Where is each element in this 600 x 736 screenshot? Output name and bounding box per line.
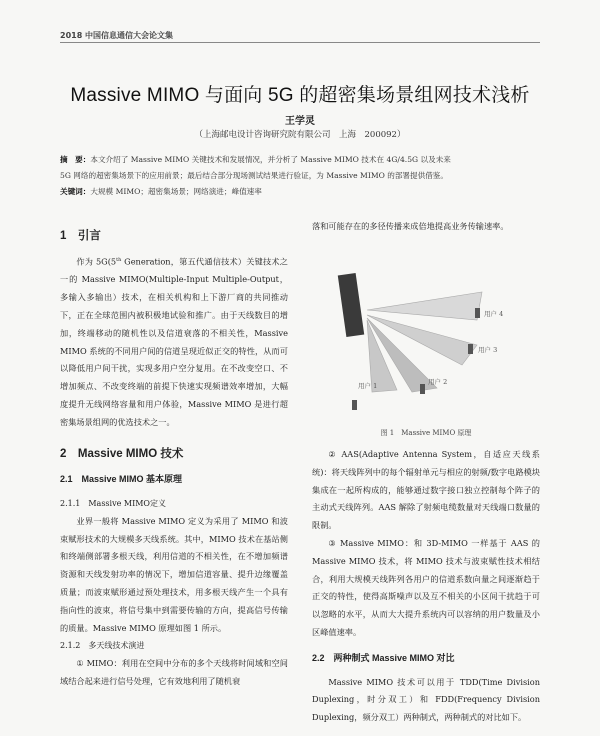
abstract-line-2: 5G 网络的超密集场景下的应用前景；最后结合部分现场测试结果进行验证，为 Massive MIMO 的部署提供借鉴。 [60, 171, 448, 180]
right-column-lower [312, 446, 540, 727]
definition-paragraph: 业界一般将 Massive MIMO 定义为采用了 MIMO 和波束赋形技术的大规模多天线系统。其中，MIMO 技术在基站侧和终端侧部署多根天线，利用信道的不相关性，在不增加频谱资源和天线发射功率的情况下，增加信道容量、提升边缘覆盖质量；而波束赋形通过预处理技术，用多根天线产生一个具有指向性的波束，将信号集中到需要传输的方向，提高信号传输的质量。Massive MIMO 原理如图 1 所示。 [60, 515, 288, 633]
label-user-2: 用户 2 [428, 378, 448, 386]
label-user-3: 用户 3 [478, 346, 498, 354]
continued-paragraph: 落和可能存在的多径传播来成倍地提高业务传输速率。 [312, 221, 509, 231]
right-column [312, 218, 540, 236]
user-2-device [420, 384, 425, 394]
abstract-label: 摘 要： [60, 155, 91, 164]
figure-1-diagram [312, 240, 540, 418]
section-2-2-heading: 2.2 两种制式 Massive MIMO 对比 [312, 652, 455, 663]
mimo-paragraph: ① MIMO：利用在空间中分布的多个天线将时间域和空间域结合起来进行信号处理，它有效地利用了随机衰 [60, 658, 288, 687]
abstract-text-1: 本文介绍了 Massive MIMO 关键技术和发展情况，并分析了 Massive MIMO 技术在 4G/4.5G 以及未来 [90, 155, 451, 164]
abstract [60, 152, 540, 200]
label-user-4: 用户 4 [484, 310, 504, 318]
user-4-device [475, 308, 480, 318]
keywords-label: 关键词： [60, 187, 91, 196]
aas-paragraph: ② AAS(Adaptive Antenna System，自适应天线系统)：将天线阵列中的每个辐射单元与相应的射频/数字电路模块集成在一起所构成的，能够通过数字接口独立控制每个阵子的主动式天线阵列。AAS 解除了射频电缆数量对天线端口数量的限制。 [312, 449, 540, 531]
abstract-line-1 [60, 152, 540, 168]
header-rule [60, 42, 540, 43]
section-2-1-2-heading: 2.1.2 多天线技术演进 [60, 641, 145, 651]
author: 王学灵 [285, 116, 315, 127]
keywords: 大规模 MIMO；超密集场景；网络演进；峰值速率 [90, 187, 262, 196]
paper-title: Massive MIMO 与面向 5G 的超密集场景组网技术浅析 [70, 85, 530, 106]
left-column [60, 228, 288, 691]
section-1-heading: 1 引言 [60, 230, 101, 242]
user-3-device [468, 344, 473, 354]
section-2-heading: 2 Massive MIMO 技术 [60, 447, 184, 460]
beam-user-4 [367, 292, 482, 320]
intro-paragraph: 作为 5G(5th Generation，第五代通信技术）关键技术之一的 Massive MIMO(Multiple-Input Multiple-Output，多输入多输出）技术，在相关机构和上下游厂商的共同推动下，正在全球范围内被积极地试验和推广。由于天线数目的增加，终端移动的随机性以及信道衰落的不相关性，Massive MIMO 系统的不同用户间的信道呈现近似正交的特性，从而可以降低用户间干扰，实现多用户空分复用。在不改变空口、不增加频点、不改变终端的前提下快速实现频谱效率增加，大幅度提升无线网络容量和用户体验，Massive MIMO 是进行超密集场景组网的优选技术之一。 [60, 256, 288, 427]
figure-1-caption: 图 1 Massive MIMO 原理 [380, 429, 472, 437]
section-2-1-1-heading: 2.1.1 Massive MIMO定义 [60, 499, 166, 509]
antenna-panel [338, 273, 364, 337]
massive-mimo-paragraph: ③ Massive MIMO：和 3D-MIMO 一样基于 AAS 的 Massive MIMO 技术，将 MIMO 技术与波束赋性技术相结合，利用大规模天线阵列各用户的信道系数向量之间逐渐趋于正交的特性，使得高斯噪声以及互不相关的小区间干扰趋于可以忽略的水平，从而大大提升系统内可以容纳的用户数量及小区峰值速率。 [312, 537, 540, 637]
running-header: 2018 中国信息通信大会论文集 [60, 31, 174, 40]
section-2-1-heading: 2.1 Massive MIMO 基本原理 [60, 474, 183, 485]
user-1-device [352, 400, 357, 410]
affiliation: （上海邮电设计咨询研究院有限公司 上海 200092） [194, 130, 406, 140]
tdd-fdd-paragraph: Massive MIMO 技术可以用于 TDD(Time Division Duplexing，时分双工）和 FDD(Frequency Division Duplexing，频分双工）两种制式，两种制式的对比如下。 [312, 676, 540, 723]
label-user-1: 用户 1 [358, 382, 378, 390]
keywords-line [60, 184, 540, 200]
